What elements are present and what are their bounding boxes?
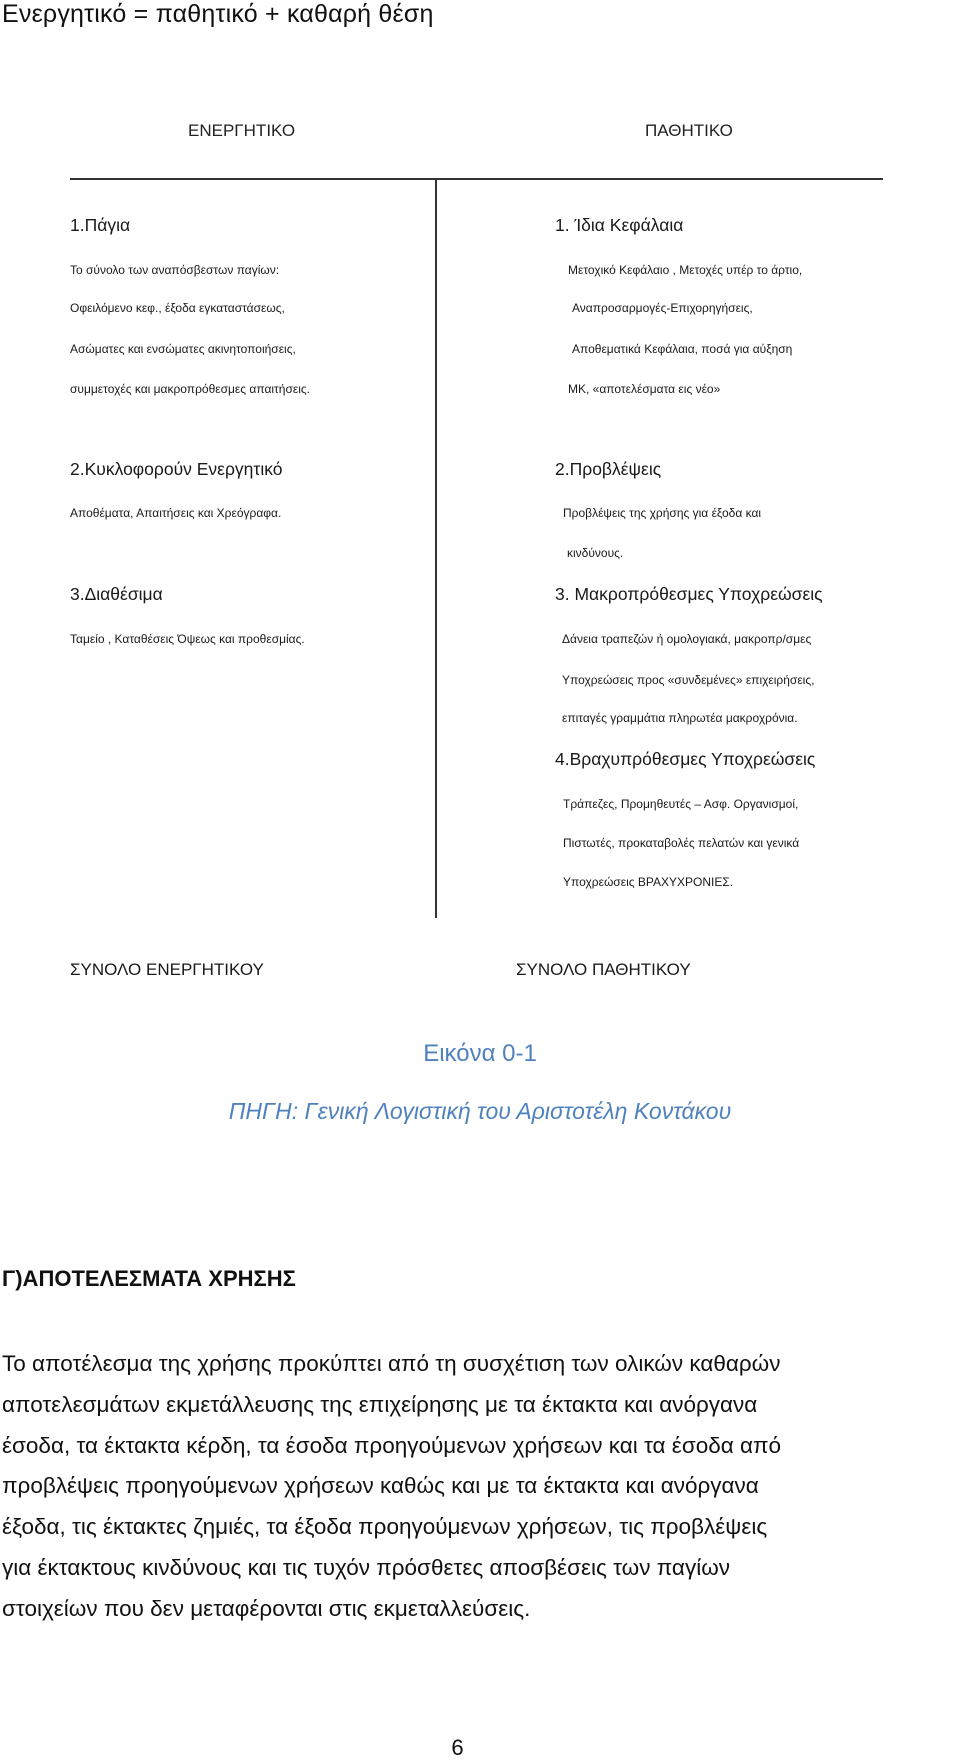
section-heading: Γ)ΑΠΟΤΕΛΕΣΜΑΤΑ ΧΡΗΣΗΣ bbox=[2, 1266, 296, 1291]
assets-section-line: Ταμείο , Καταθέσεις Όψεως και προθεσμίας. bbox=[70, 632, 305, 646]
liabilities-section-title: 2.Προβλέψεις bbox=[555, 459, 662, 479]
assets-section-line: Οφειλόμενο κεφ., έξοδα εγκαταστάσεως, bbox=[70, 301, 285, 315]
assets-section-title: 2.Κυκλοφορούν Ενεργητικό bbox=[70, 459, 283, 479]
paragraph-line: έξοδα, τις έκτακτες ζημιές, τα έξοδα προηγούμενων χρήσεων, τις προβλέψεις bbox=[2, 1514, 768, 1540]
liabilities-section-line: Αποθεματικά Κεφάλαια, ποσά για αύξηση bbox=[572, 342, 793, 356]
paragraph-line: αποτελεσμάτων εκμετάλλευσης της επιχείρησης με τα έκτακτα και ανόργανα bbox=[2, 1391, 758, 1417]
paragraph-line: Το αποτέλεσμα της χρήσης προκύπτει από τη συσχέτιση των ολικών καθαρών bbox=[2, 1351, 781, 1376]
assets-section-line: Ασώματες και ενσώματες ακινητοποιήσεις, bbox=[70, 342, 296, 356]
liabilities-section-line: Μετοχικό Κεφάλαιο , Μετοχές υπέρ το άρτιο, bbox=[568, 263, 803, 277]
assets-section-title: 3.Διαθέσιμα bbox=[70, 584, 163, 604]
liabilities-section-line: Αναπροσαρμογές-Επιχορηγήσεις, bbox=[572, 301, 753, 315]
page-number: 6 bbox=[451, 1735, 464, 1760]
paragraph-line: στοιχείων που δεν μεταφέρονται στις εκμεταλλεύσεις. bbox=[2, 1595, 531, 1621]
horizontal-divider bbox=[70, 178, 883, 180]
liabilities-section-line: ΜΚ, «αποτελέσματα εις νέο» bbox=[568, 382, 721, 396]
assets-section-line: Το σύνολο των αναπόσβεστων παγίων: bbox=[70, 263, 280, 277]
liabilities-section-line: Πιστωτές, προκαταβολές πελατών και γενικά bbox=[563, 836, 800, 850]
figure-source: ΠΗΓΗ: Γενική Λογιστική του Αριστοτέλη Κοντάκου bbox=[228, 1098, 732, 1124]
liabilities-section-title: 4.Βραχυπρόθεσμες Υποχρεώσεις bbox=[555, 749, 816, 769]
liabilities-section-line: Προβλέψεις της χρήσης για έξοδα και bbox=[563, 506, 762, 520]
paragraph-line: έσοδα, τα έκτακτα κέρδη, τα έσοδα προηγούμενων χρήσεων και τα έσοδα από bbox=[2, 1432, 782, 1458]
liabilities-section-line: Τράπεζες, Προμηθευτές – Ασφ. Οργανισμοί, bbox=[563, 797, 799, 811]
assets-section-title: 1.Πάγια bbox=[70, 215, 131, 235]
paragraph-line: προβλέψεις προηγούμενων χρήσεων καθώς και με τα έκτακτα και ανόργανα bbox=[2, 1473, 759, 1499]
liabilities-section-title: 3. Μακροπρόθεσμες Υποχρεώσεις bbox=[555, 584, 823, 604]
liabilities-header: ΠΑΘΗΤΙΚΟ bbox=[645, 121, 733, 140]
assets-header: ΕΝΕΡΓΗΤΙΚΟ bbox=[188, 121, 296, 140]
liabilities-section-line: κινδύνους. bbox=[567, 546, 624, 560]
liabilities-section-title: 1. Ίδια Κεφάλαια bbox=[555, 215, 684, 235]
assets-total-label: ΣΥΝΟΛΟ ΕΝΕΡΓΗΤΙΚΟΥ bbox=[70, 960, 264, 979]
page-heading: Ενεργητικό = παθητικό + καθαρή θέση bbox=[2, 0, 434, 28]
liabilities-section-line: Υποχρεώσεις ΒΡΑΧΥΧΡΟΝΙΕΣ. bbox=[563, 875, 734, 889]
paragraph-line: για έκτακτους κινδύνους και τις τυχόν πρόσθετες αποσβέσεις των παγίων bbox=[2, 1554, 731, 1580]
figure-caption: Εικόνα 0-1 bbox=[423, 1040, 537, 1067]
liabilities-section-line: Δάνεια τραπεζών ή ομολογιακά, μακροπρ/σμες bbox=[562, 632, 812, 646]
assets-section-line: Αποθέματα, Απαιτήσεις και Χρεόγραφα. bbox=[70, 506, 282, 520]
liabilities-total-label: ΣΥΝΟΛΟ ΠΑΘΗΤΙΚΟΥ bbox=[516, 960, 691, 979]
assets-section-line: συμμετοχές και μακροπρόθεσμες απαιτήσεις. bbox=[70, 382, 310, 396]
liabilities-section-line: επιταγές γραμμάτια πληρωτέα μακροχρόνια. bbox=[562, 711, 798, 725]
vertical-divider bbox=[435, 180, 437, 918]
liabilities-section-line: Υποχρεώσεις προς «συνδεμένες» επιχειρήσεις, bbox=[562, 673, 815, 687]
body-paragraph bbox=[2, 1344, 958, 1630]
